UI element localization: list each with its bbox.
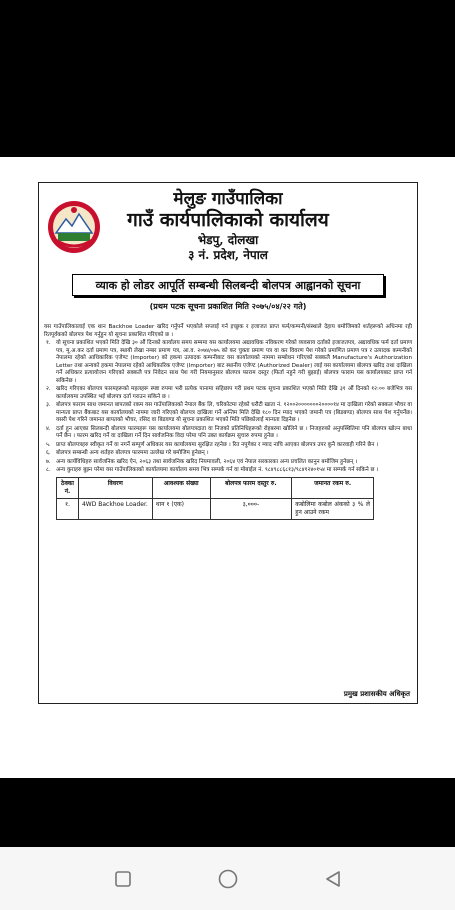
android-nav-bar bbox=[0, 847, 455, 910]
office-title: गाउँ कार्यपालिकाको कार्यालय bbox=[127, 209, 329, 231]
intro-paragraph: यस गाउँपालिकालाई एक थान Backhoe Loader खरिद गर्नुपर्ने भएकोले सप्लाई गर्न इच्छुक र इजाजत प्राप्त फर्म/कम्पनी/संस्थाले देहाय बमोजिमको शर्तहरूको अधिनमा रही रितपूर्वकको बोलपत्र पेश गर्नुहुन यो सूचना प्रकाशित गरिएको छ । bbox=[44, 324, 412, 338]
table-header-cell: बोलपत्र फारम दस्तुर रु. bbox=[210, 477, 292, 498]
table-cell: 4WD Backhoe Loader. bbox=[78, 498, 152, 519]
list-item: ५. प्राप्त बोलपत्रहरु स्वीकृत गर्ने वा नगर्ने सम्पूर्ण अधिकार यस कार्यालयमा सुरक्षित रहनेछ । रित नपुगेका र म्याद नाघि आएका बोलपत्र उपर कुनै कारवाही गरिने छैन । bbox=[46, 441, 379, 448]
bottom-black-bar bbox=[0, 778, 455, 847]
nepal-emblem-icon bbox=[46, 199, 102, 255]
table-cell: कबोलिमा कबोल अंकको ३ % ले हुन आउने रकम bbox=[292, 498, 374, 519]
list-item: ७. अन्य कार्यविधिहरु सार्वजनिक खरिद ऐन, २०६३ तथा सार्वजनिक खरिद नियमावली, २०६४ एवं नेपाल सरकारका अन्य प्रचलित कानुन बमोजिम हुनेछन् । bbox=[46, 458, 358, 465]
list-item: ४. दर्ता हुन आएका सिलबन्दी बोलपत्र फारमहरू यस कार्यालयमा बोलपत्रदाता वा निजको प्रतिनिधिहरूको रोहबरमा खोलिने छ । निजहरुको अनुपस्थितिमा पनि बोलपत्र खोल्न बाधा पर्ने छैन । फारम खरिद गर्ने वा दाखिला गर्ने दिन सार्वजनिक विदा परेमा पनि उक्त कार्यक्रम सुचारु रुपमा हुनेछ । bbox=[46, 425, 412, 439]
table-row bbox=[57, 498, 374, 519]
table-header-cell: ठेक्का नं. bbox=[57, 477, 79, 498]
list-item: ८. अन्य कुराहरु बुझ्न परेमा यस गाउँपालिकाको कार्यालयमा कार्यालय समय भित्र सम्पर्क गर्न वा मोबाईल नं. ९८४९८८६८१३/९८४१२४०१५४ मा सम्पर्क गर्न सकिने छ । bbox=[46, 467, 379, 473]
list-item: ६. बोलपत्र सम्बन्धी अन्य शर्तहरु बोलपत्र फारममा उल्लेख गरे बमोजिम हुनेछन् । bbox=[46, 450, 209, 456]
table-header-row bbox=[57, 477, 374, 498]
publish-date-line: (प्रथम पटक सूचना प्रकाशित मिति २०७५/०४/२२ गते) bbox=[149, 302, 307, 311]
table-header-cell: जमानत रकम रु. bbox=[292, 477, 374, 498]
table-header-cell: विवरण bbox=[78, 477, 152, 498]
circle-icon bbox=[217, 868, 239, 890]
square-icon bbox=[114, 870, 132, 888]
table-header-cell: आवश्यक संख्या bbox=[152, 477, 210, 498]
office-name: मेलुङ गाउँपालिका bbox=[173, 189, 283, 209]
list-item: २. खरिद गरिएका बोलपत्र फारमहरूको महलहरू स्पष्ट रुपमा भरी प्रत्येक पानामा सहिछाप गरी प्रथम पटक सूचना प्रकाशित भएको मिति देखि ३१ औं दिनको १२:०० बजेभित्र यस कार्यालयमा उपस्थित भई बोलपत्र दर्ता गराउन सकिने छ । bbox=[46, 386, 412, 400]
office-place: भेडपु, दोलखा bbox=[197, 233, 259, 247]
tender-table bbox=[56, 477, 374, 520]
top-black-bar bbox=[0, 0, 455, 157]
notice-document bbox=[38, 182, 418, 704]
table-cell: थान १ (एक) bbox=[152, 498, 210, 519]
table-cell: १. bbox=[57, 498, 79, 519]
list-item: १. यो सूचना प्रकाशित भएको मिति देखि ३० औं दिनको कार्यालय समय सम्ममा यस कार्यालयमा अद्यावधिक नविकरण गरेको व्यवसाय दर्ताको इजाजतपत्र, अद्यावधिक फर्म दर्ता प्रमाण पत्र, मू.अ.कर दर्ता प्रमाण पत्र, स्थायी लेखा नम्बर प्रमाण पत्र, आ.व. २०७४/०७५ को कर चुक्ता प्रमाण पत्र वा कर विवरण पेश गरेको प्रमाणित प्रमाण पत्र र उत्पादक कम्पनीको नेपालमा रहेको आधिकारिक एजेण्ट (Importer) को हकमा उत्पादक कम्पनीबाट यस कार्यालयको नाममा सम्बोधन गरिएको सक्कलै Manufacture's Authorization Letter तथा अन्यको हकमा नेपालमा रहेको आधिकारिक एजेण्ट (Importer) बाट स्थानीय एजेण्ट (Authorized Dealer) लाई यस कार्यालयमा बोलपत्र खरिद तथा दाखिला गर्ने अधिकार प्रत्यायोजन गरिएको सक्कलै पत्र निवेदन साथ पेश गरी नियमानुसार बोलपत्र फाराम दस्तुर (फिर्ता नहुने गरी बुझाई) बोलपत्र फाराम यस कार्यालयबाट प्राप्त गर्न सकिनेछ । bbox=[46, 340, 412, 384]
notice-header bbox=[44, 189, 412, 271]
back-button[interactable] bbox=[322, 868, 344, 890]
notice-body bbox=[44, 324, 412, 520]
triangle-back-icon bbox=[324, 870, 342, 888]
notice-title: व्याक हो लोडर आपूर्ति सम्बन्धी सिलबन्दी बोलपत्र आह्वानको सूचना bbox=[95, 278, 361, 292]
office-province: ३ नं. प्रदेश, नेपाल bbox=[188, 248, 268, 262]
recent-apps-button[interactable] bbox=[112, 868, 134, 890]
notice-title-box bbox=[72, 274, 384, 296]
list-item: ३. बोलपत्र फाराम साथ जमानत बापतको रकम यस गाउँपालिकाको नेपाल बैंक लि, चरिकोटमा रहेको धरौटी खाता नं. १२००२०००००००२००००१४ मा दाखिला गरेको सक्कल भौचर वा मान्यता प्राप्त बैंकबाट यस कार्यालयको नाममा जारी गरिएको बोलपत्र दाखिला गर्ने अन्तिम मिति देखि १८० दिन म्याद भएको जमानी पत्र (बिडबण्ड) बोलपत्र साथ पेश गर्नुपर्नेछ। यसरी पेश गरिने जमानत बापतको भौचर, रसिद वा बिडवण्ड यो सूचना प्रकाशित भएको मिति पछिकोलाई मान्यता दिइनेछ । bbox=[46, 402, 412, 423]
home-button[interactable] bbox=[217, 868, 239, 890]
table-cell: ३,०००- bbox=[210, 498, 292, 519]
signature-title: प्रमुख प्रशासकीय अधिकृत bbox=[343, 690, 410, 698]
